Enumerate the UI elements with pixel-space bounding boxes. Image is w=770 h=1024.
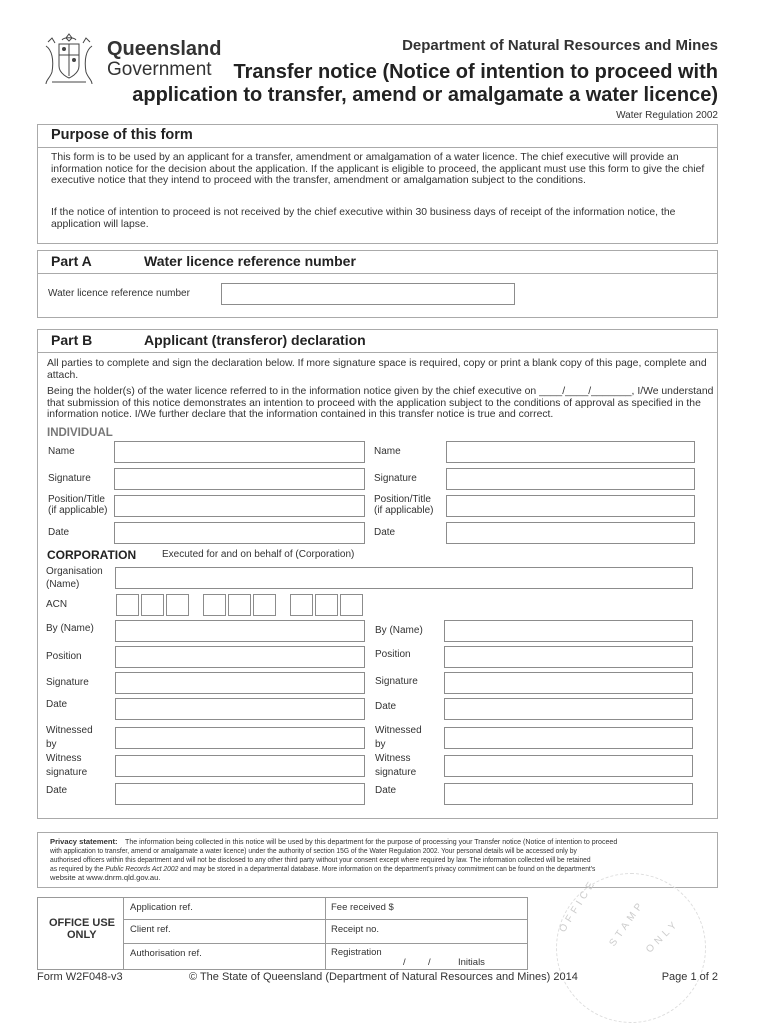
ind-position-input-right[interactable] (446, 495, 695, 517)
receipt-no-label: Receipt no. (331, 924, 380, 935)
corp-position-input-right[interactable] (444, 646, 693, 668)
privacy-line-2: with application to transfer, amend or amalgamate a water licence) under the authority of section 15G of the Water Regulation 2002. Your personal details will be accessed only by (50, 846, 577, 855)
witnessed-by-input-right[interactable] (444, 727, 693, 749)
privacy-line-4 (50, 864, 595, 873)
witness-label-right: Witness (375, 753, 411, 764)
corp-date-label-left: Date (46, 699, 68, 710)
witness-date-input-left[interactable] (115, 783, 365, 805)
witness-date-label-right: Date (375, 785, 397, 796)
authorisation-ref-label: Authorisation ref. (130, 948, 202, 959)
privacy-line-4-start: as required by the (50, 864, 106, 873)
acn-digit-6[interactable] (253, 594, 276, 616)
corp-position-input-left[interactable] (115, 646, 365, 668)
office-divider-v1 (123, 897, 124, 970)
part-a-heading: Water licence reference number (144, 253, 356, 269)
corp-date-input-left[interactable] (115, 698, 365, 720)
organisation-label: Organisation (46, 566, 103, 577)
ind-position-input-left[interactable] (114, 495, 365, 517)
client-ref-label: Client ref. (130, 924, 171, 935)
ind-signature-input-right[interactable] (446, 468, 695, 490)
corp-signature-input-left[interactable] (115, 672, 365, 694)
ind-position-label-right: Position/Title (374, 494, 431, 505)
witness-signature-input-right[interactable] (444, 755, 693, 777)
acn-digit-8[interactable] (315, 594, 338, 616)
corp-date-label-right: Date (375, 701, 397, 712)
acn-digit-4[interactable] (203, 594, 226, 616)
form-title-line2: application to transfer, amend or amalgamate a water licence) (132, 84, 718, 106)
corporation-executed: Executed for and on behalf of (Corporation) (162, 549, 355, 560)
corporation-heading: CORPORATION (47, 548, 137, 562)
acn-digit-7[interactable] (290, 594, 313, 616)
ind-date-input-left[interactable] (114, 522, 365, 544)
witness-signature-label-right: signature (375, 767, 417, 778)
logo-government: Government (107, 59, 212, 80)
registration-label: Registration (331, 947, 382, 958)
purpose-heading: Purpose of this form (51, 127, 193, 143)
corp-signature-input-right[interactable] (444, 672, 693, 694)
initials-label: Initials (458, 957, 485, 968)
logo-queensland: Queensland (107, 38, 222, 60)
acn-digit-1[interactable] (116, 594, 139, 616)
ind-name-input-right[interactable] (446, 441, 695, 463)
page-number: Page 1 of 2 (661, 971, 718, 983)
ind-position-label-left: Position/Title (48, 494, 105, 505)
licence-ref-label: Water licence reference number (48, 288, 190, 299)
acn-digit-9[interactable] (340, 594, 363, 616)
ind-date-label-left: Date (48, 527, 70, 538)
witness-label-left: Witness (46, 753, 82, 764)
ind-name-label-right: Name (374, 446, 401, 457)
privacy-line-3: authorised officers within this department and will not be disclosed to any other third party without your consent except where required by law. The information collected will be retained (50, 855, 591, 864)
office-divider-h1 (123, 919, 528, 920)
office-use-label: OFFICE USE (49, 917, 116, 929)
ind-if-applicable-left: (if applicable) (48, 505, 108, 516)
corp-byname-label-left: By (Name) (46, 623, 94, 634)
ind-if-applicable-right: (if applicable) (374, 505, 434, 516)
corp-signature-label-right: Signature (375, 676, 418, 687)
corp-date-input-right[interactable] (444, 698, 693, 720)
part-b-label: Part B (51, 332, 93, 348)
form-title-line1: Transfer notice (Notice of intention to proceed with (233, 61, 718, 83)
ind-name-input-left[interactable] (114, 441, 365, 463)
department-name: Department of Natural Resources and Mines (402, 37, 718, 54)
ind-signature-label-left: Signature (48, 473, 91, 484)
ind-date-input-right[interactable] (446, 522, 695, 544)
part-b-paragraph-1: All parties to complete and sign the declaration below. If more signature space is required, copy or print a blank copy of this page, complete and attach. (47, 358, 707, 381)
organisation-input[interactable] (115, 567, 693, 589)
office-divider-h2 (123, 943, 528, 944)
witness-signature-input-left[interactable] (115, 755, 365, 777)
privacy-label: Privacy statement: (50, 837, 118, 846)
privacy-line-5: website at www.dnrm.qld.gov.au. (50, 873, 161, 882)
copyright: © The State of Queensland (Department of Natural Resources and Mines) 2014 (189, 971, 578, 983)
regulation-label: Water Regulation 2002 (616, 110, 718, 121)
acn-digit-5[interactable] (228, 594, 251, 616)
corp-signature-label-left: Signature (46, 677, 89, 688)
stamp-text-office: OFFICE (557, 877, 599, 935)
part-b-paragraph-2: Being the holder(s) of the water licence referred to in the information notice given by the chief executive on ____/____/_______, I/We understand that submission of this notice demonstrates an intention to proceed with the application subject to the conditions of approval as specified in the information notice. I/We further declare that the information contained in this transfer notice is true and correct. (47, 386, 714, 421)
form-number: Form W2F048-v3 (37, 971, 123, 983)
purpose-paragraph-1: This form is to be used by an applicant for a transfer, amendment or amalgamation of a water licence. The chief executive will provide an information notice for the decision about the application. If the applicant is eligible to proceed, the applicant must use this form to give the chief executive notice that they intend to proceed with the transfer, amendment or amalgamation subject to the conditions. (51, 152, 705, 187)
organisation-name-label: (Name) (46, 579, 80, 590)
witness-date-input-right[interactable] (444, 783, 693, 805)
licence-ref-input[interactable] (221, 283, 515, 305)
individual-heading: INDIVIDUAL (47, 427, 113, 439)
witness-date-label-left: Date (46, 785, 68, 796)
registration-slash-1: / (403, 957, 406, 968)
qld-crest-icon (38, 30, 100, 88)
acn-digit-2[interactable] (141, 594, 164, 616)
purpose-paragraph-2: If the notice of intention to proceed is not received by the chief executive within 30 business days of receipt of the information notice, the application will lapse. (51, 207, 676, 230)
application-ref-label: Application ref. (130, 902, 193, 913)
witnessed-by-label-right: by (375, 739, 386, 750)
privacy-act-name: Public Records Act 2002 (105, 864, 179, 873)
privacy-line-1: The information being collected in this notice will be used by this department for the purpose of processing your Transfer notice (Notice of intention to proceed (125, 837, 618, 846)
fee-received-label: Fee received $ (331, 902, 394, 913)
stamp-text-stamp: STAMP (607, 898, 648, 949)
witness-signature-label-left: signature (46, 767, 88, 778)
registration-slash-2: / (428, 957, 431, 968)
witnessed-by-label-left: by (46, 739, 57, 750)
corp-position-label-left: Position (46, 651, 82, 662)
witnessed-label-right: Witnessed (375, 725, 422, 736)
part-b-heading: Applicant (transferor) declaration (144, 332, 366, 348)
acn-label: ACN (46, 599, 68, 610)
office-only-label: ONLY (67, 929, 97, 941)
ind-name-label-left: Name (48, 446, 75, 457)
stamp-text-only: ONLY (644, 917, 682, 956)
ind-signature-label-right: Signature (374, 473, 417, 484)
witnessed-label-left: Witnessed (46, 725, 93, 736)
part-a-label: Part A (51, 253, 92, 269)
corp-byname-input-right[interactable] (444, 620, 693, 642)
corp-position-label-right: Position (375, 649, 411, 660)
acn-digit-3[interactable] (166, 594, 189, 616)
office-divider-v2 (325, 897, 326, 970)
corp-byname-input-left[interactable] (115, 620, 365, 642)
corp-byname-label-right: By (Name) (375, 625, 423, 636)
office-use-box (37, 897, 528, 970)
witnessed-by-input-left[interactable] (115, 727, 365, 749)
ind-signature-input-left[interactable] (114, 468, 365, 490)
privacy-line-4-end: and may be stored in a departmental database. More information on the department's privacy commitment can be found on the department's (178, 864, 596, 873)
ind-date-label-right: Date (374, 527, 396, 538)
